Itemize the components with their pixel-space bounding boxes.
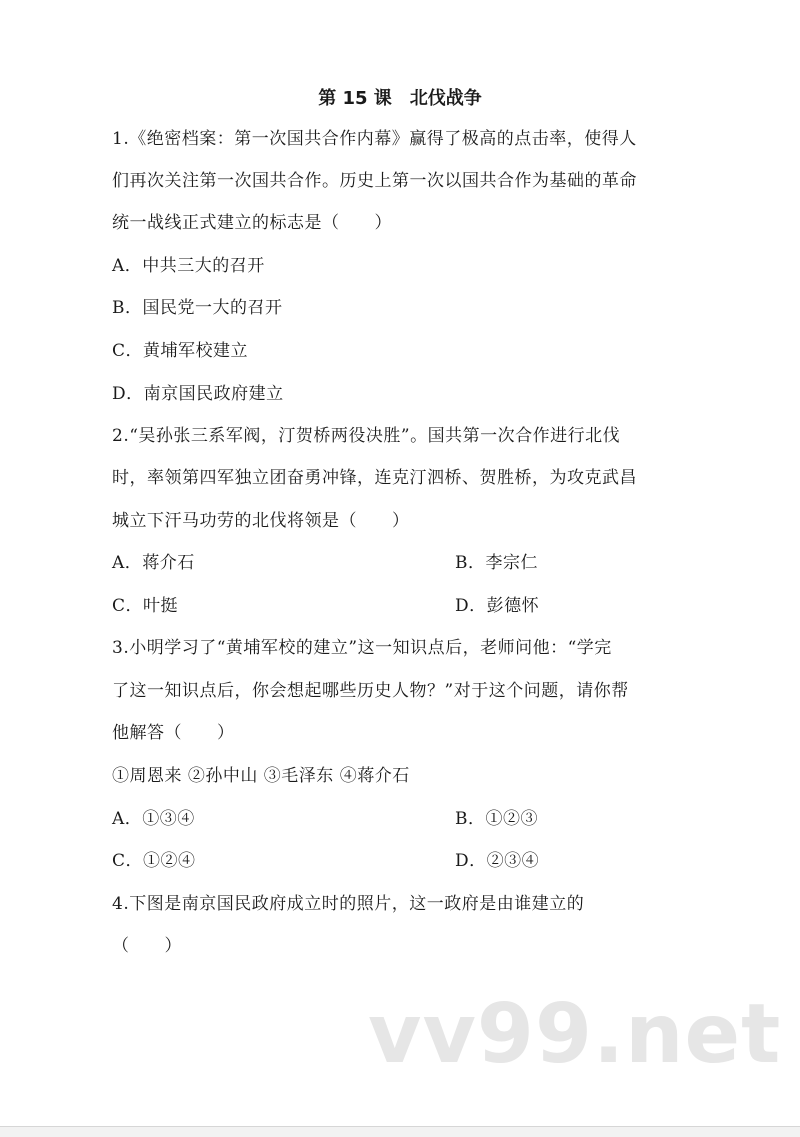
q2-option-b: B．李宗仁 [455, 553, 538, 573]
q2-line-1: 2.“吴孙张三系军阀，汀贺桥两役决胜”。国共第一次合作进行北伐 [112, 426, 621, 446]
q1-line-2: 们再次关注第一次国共合作。历史上第一次以国共合作为基础的革命 [112, 171, 637, 191]
q1-line-3: 统一战线正式建立的标志是（ ） [112, 213, 392, 233]
q3-items: ①周恩来 ②孙中山 ③毛泽东 ④蒋介石 [112, 766, 410, 786]
q1-option-b: B．国民党一大的召开 [112, 298, 283, 318]
q1-line-1: 1.《绝密档案：第一次国共合作内幕》赢得了极高的点击率，使得人 [112, 129, 637, 149]
q4-line-2: （ ） [112, 936, 182, 956]
q4-line-1: 4.下图是南京国民政府成立时的照片，这一政府是由谁建立的 [112, 894, 585, 914]
watermark: vv99.net [368, 987, 782, 1082]
q3-line-1: 3.小明学习了“黄埔军校的建立”这一知识点后，老师问他：“学完 [112, 638, 612, 658]
q1-option-d: D．南京国民政府建立 [112, 384, 284, 404]
q2-line-2: 时，率领第四军独立团奋勇冲锋，连克汀泗桥、贺胜桥，为攻克武昌 [112, 468, 637, 488]
page-title: 第 15 课 北伐战争 [318, 88, 482, 109]
q3-line-3: 他解答（ ） [112, 723, 235, 743]
q3-option-b: B．①②③ [455, 809, 538, 829]
q2-option-c: C．叶挺 [112, 596, 179, 616]
q3-line-2: 了这一知识点后，你会想起哪些历史人物？”对于这个问题，请你帮 [112, 681, 629, 701]
q1-option-c: C．黄埔军校建立 [112, 341, 249, 361]
q2-option-a: A．蒋介石 [112, 553, 195, 573]
q2-line-3: 城立下汗马功劳的北伐将领是（ ） [112, 511, 410, 531]
q1-option-a: A．中共三大的召开 [112, 256, 265, 276]
q3-option-c: C．①②④ [112, 851, 196, 871]
q2-option-d: D．彭德怀 [455, 596, 540, 616]
q3-option-d: D．②③④ [455, 851, 540, 871]
q3-option-a: A．①③④ [112, 809, 195, 829]
